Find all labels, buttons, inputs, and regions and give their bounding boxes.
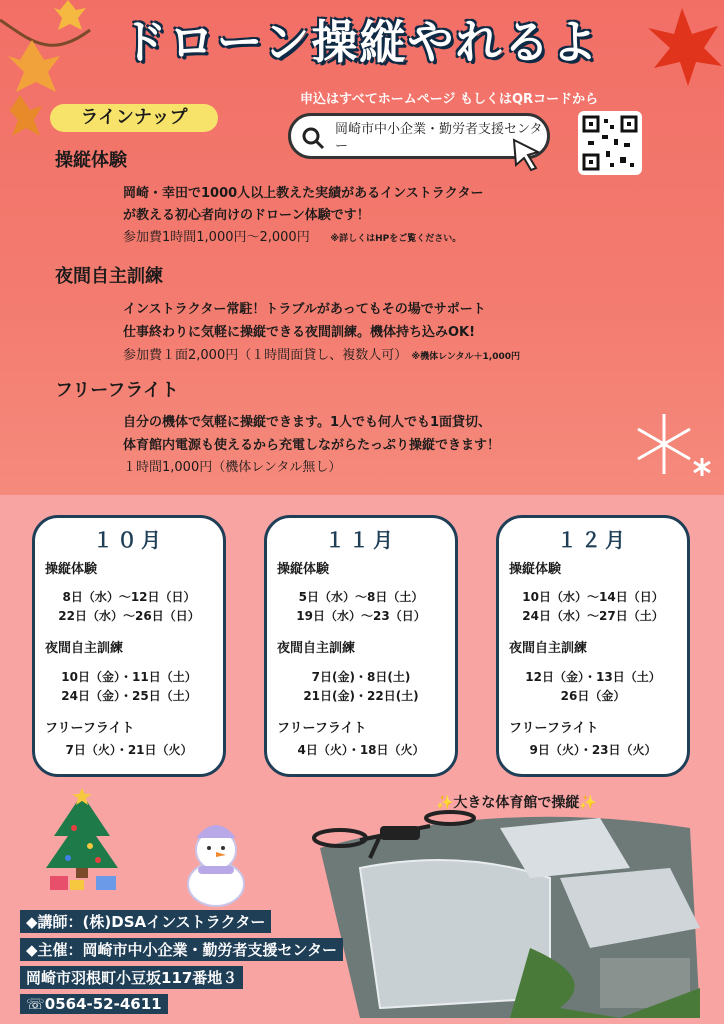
search-box[interactable] [288,113,550,159]
page-title: ドローン操縦やれるよ [120,15,600,69]
month-title: １０月 [93,528,165,552]
card-line: 4日（火）・18日（火） [297,743,425,757]
month-title: １２月 [557,528,629,552]
section-line: 自分の機体で気軽に操縦できます。1人でも何人でも1面貸切、 [123,415,492,430]
card-line: 10日（水）〜14日（日） [522,590,664,604]
card-head: 夜間自主訓練 [45,641,124,656]
section-line: 岡崎・幸田で1000人以上教えた実績があるインストラクター [123,186,484,201]
organizer-info: ◆主催：岡崎市中小企業・勤労者支援センター [20,938,343,961]
card-head: 夜間自主訓練 [277,641,356,656]
card-head: フリーフライト [45,721,135,736]
gym-label: ✨大きな体育館で操縦✨ [436,795,597,811]
card-head: 操縦体験 [277,562,330,577]
snowflake-icon [632,410,712,480]
fee-text: 参加費１面2,000円（１時間面貸し、複数人可） [123,348,408,363]
section-fee [123,344,520,363]
card-line: 19日（水）〜23（日） [296,609,426,623]
search-icon [301,126,325,150]
section-line: 体育館内電源も使えるから充電しながらたっぷり操縦できます！ [123,438,501,453]
section-fee [123,226,461,245]
qr-code-icon[interactable] [578,111,642,175]
fee-text: 参加費1時間1,000円〜2,000円 [123,230,310,245]
card-line: 7日（火）・21日（火） [65,743,193,757]
card-line: 9日（火）・23日（火） [529,743,657,757]
month-card-december [496,515,690,777]
month-title: １１月 [325,528,397,552]
phone-info[interactable]: ☏0564-52-4611 [20,994,168,1014]
address-info: 岡崎市羽根町小豆坂117番地３ [20,966,243,989]
card-line: 7日(金)・8日(土) [311,670,411,684]
section-title-free-flight: フリーフライト [55,380,179,401]
card-line: 12日（金）・13日（土） [525,670,661,684]
card-line: 21日(金)・22日(土) [303,689,419,703]
section-line: が教える初心者向けのドローン体験です！ [123,208,370,223]
card-line: 22日（水）〜26日（日） [58,609,200,623]
card-line: 10日（金）・11日（土） [61,670,197,684]
card-head: フリーフライト [277,721,367,736]
cursor-icon [512,138,542,172]
apply-note: 申込はすべてホームページ もしくはQRコードから [300,92,599,107]
section-fee: １時間1,000円（機体レンタル無し） [123,460,342,475]
card-head: フリーフライト [509,721,599,736]
section-title-experience: 操縦体験 [55,150,127,171]
section-line: インストラクター常駐！トラブルがあってもその場でサポート [123,302,486,317]
card-line: 24日（金）・25日（土） [61,689,197,703]
snowman-icon [176,812,256,908]
card-line: 26日（金） [560,689,626,703]
card-line: 24日（水）〜27日（土） [522,609,664,623]
fee-note: ※詳しくはHPをご覧ください。 [330,234,462,244]
lineup-badge: ラインナップ [50,104,218,132]
card-head: 操縦体験 [509,562,562,577]
gym-photo-image [300,808,700,1018]
section-line: 仕事終わりに気軽に操縦できる夜間訓練。機体持ち込みOK! [123,325,476,340]
section-title-night: 夜間自主訓練 [55,266,163,287]
instructor-info: ◆講師：(株)DSAインストラクター [20,910,271,933]
card-line: 5日（水）〜8日（土） [298,590,424,604]
month-card-october [32,515,226,777]
month-card-november [264,515,458,777]
card-head: 操縦体験 [45,562,98,577]
christmas-tree-icon [40,788,124,892]
fee-note: ※機体レンタル＋1,000円 [411,352,520,362]
search-text: 岡崎市中小企業・勤労者支援センター [335,122,543,154]
card-line: 8日（水）〜12日（日） [62,590,196,604]
card-head: 夜間自主訓練 [509,641,588,656]
